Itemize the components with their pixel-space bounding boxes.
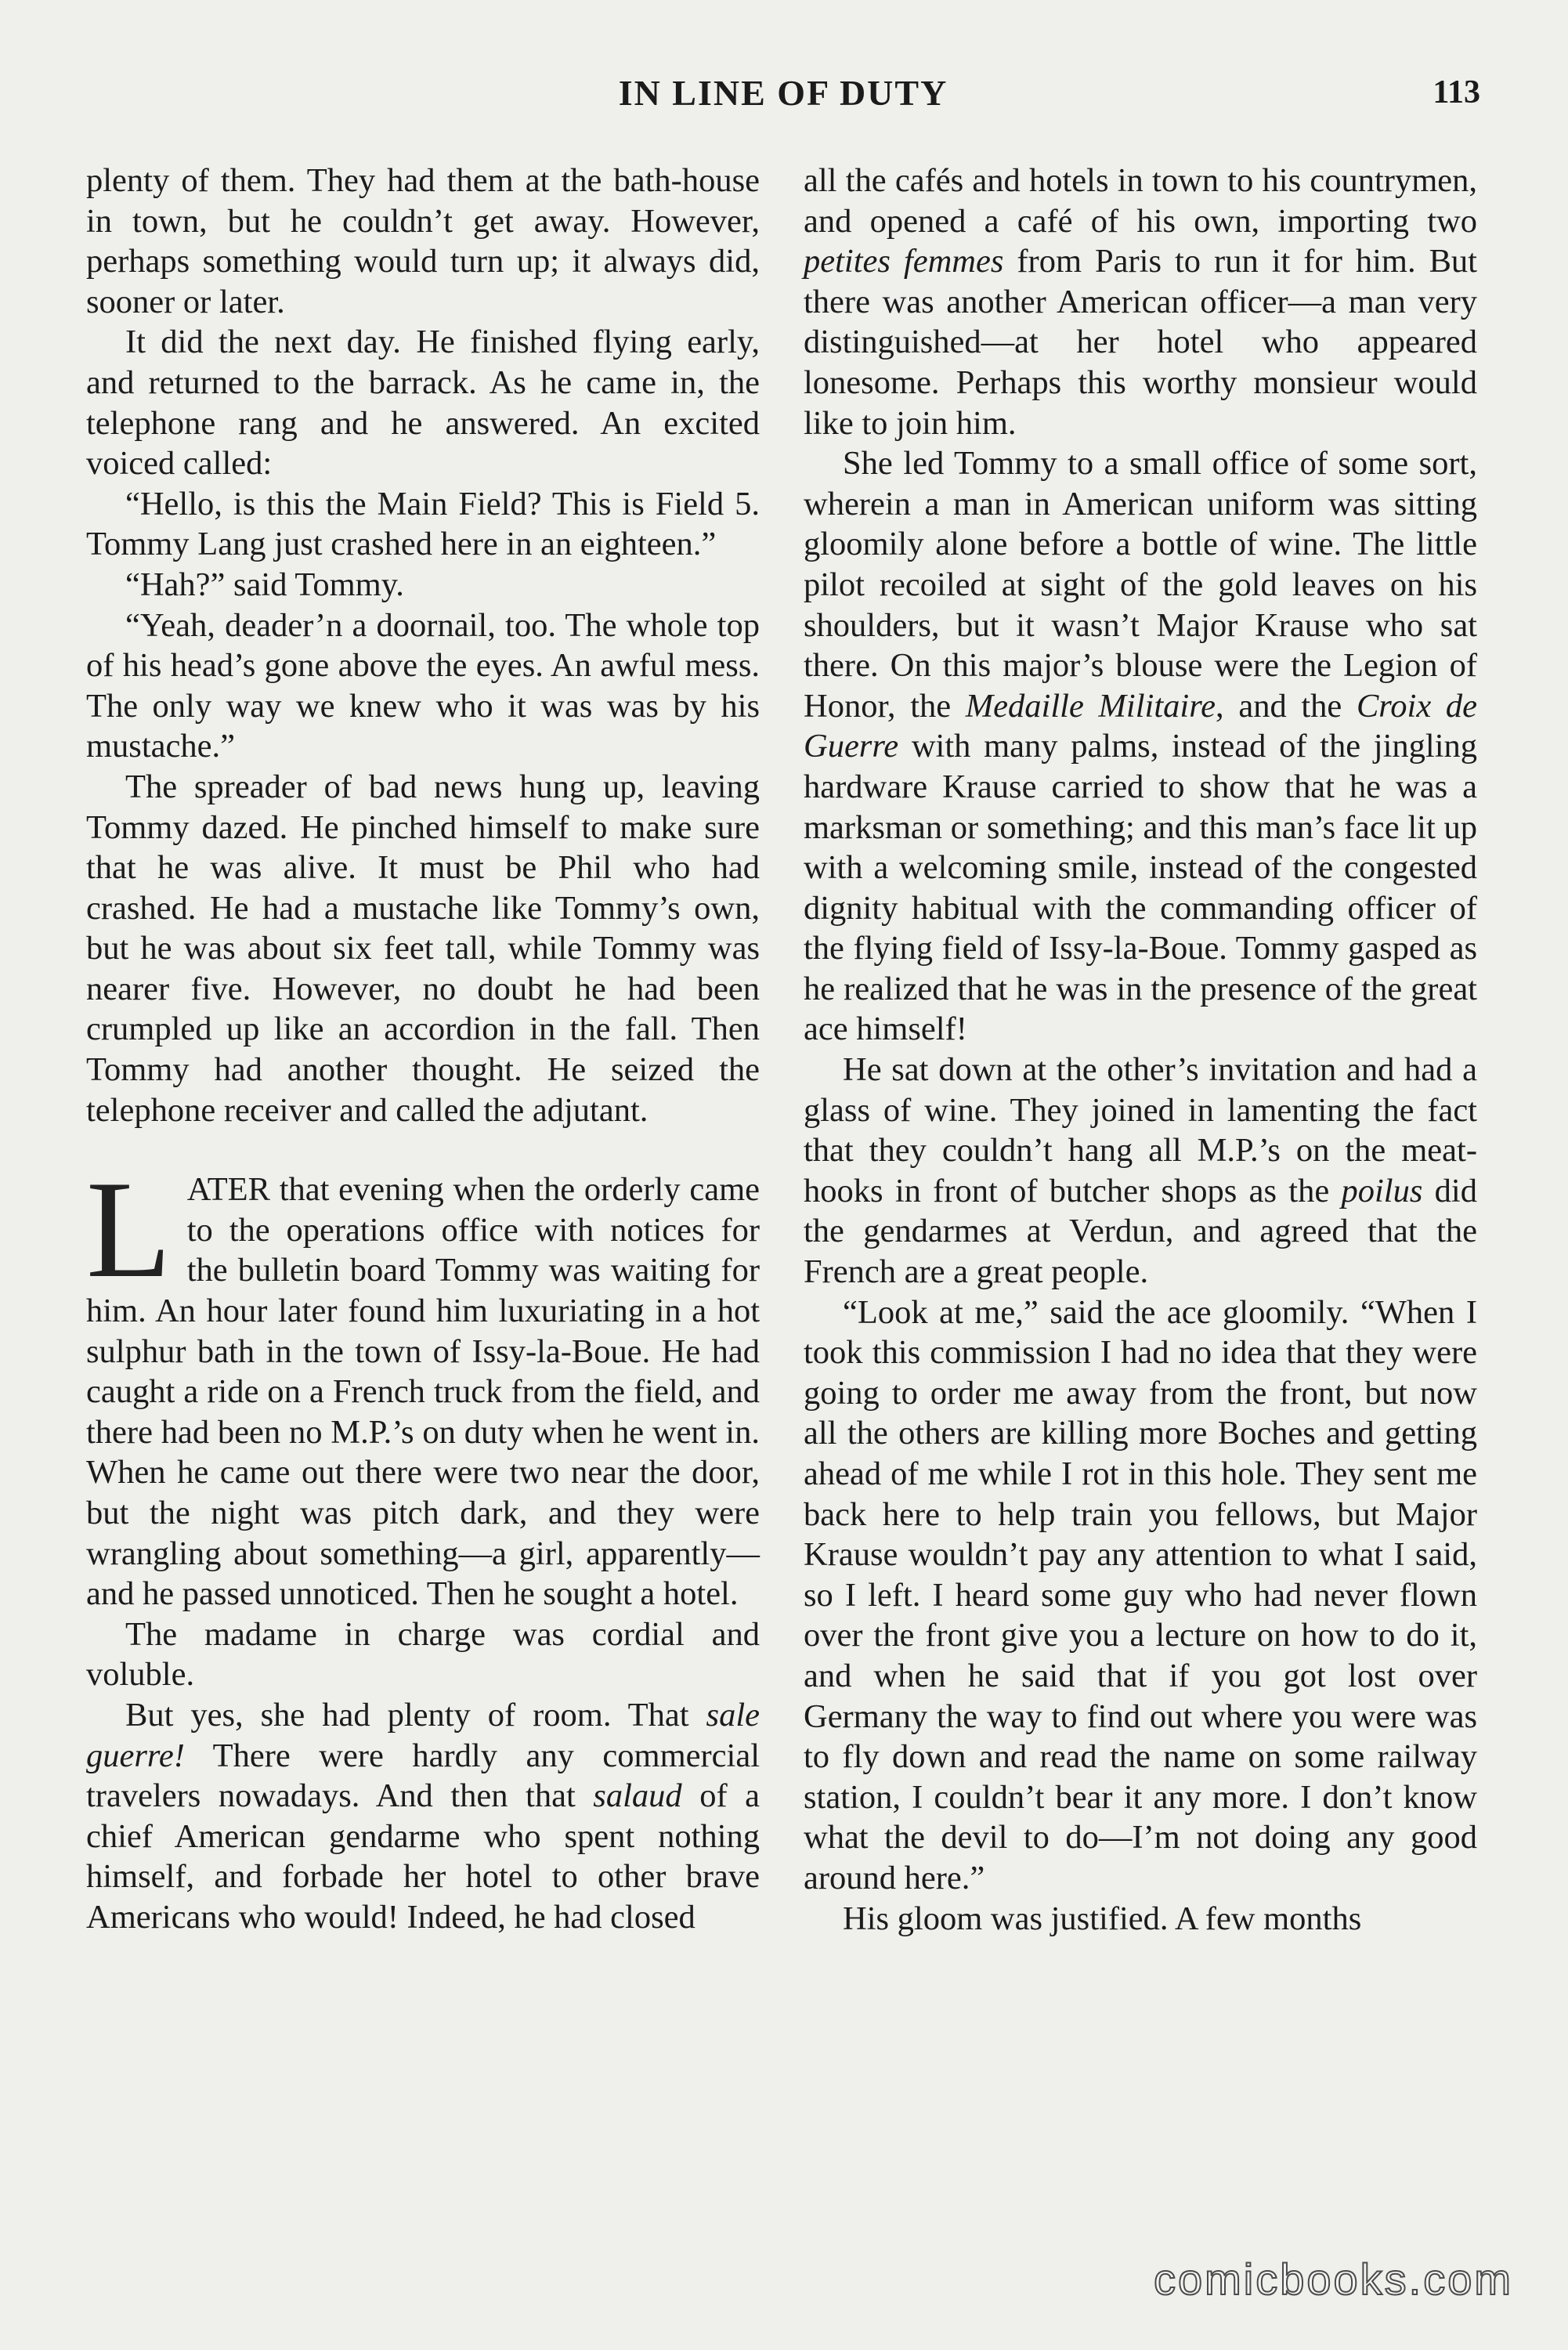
paragraph: It did the next day. He finished flying early, and returned to the barrack. As he came in, the telephone rang and he answered. An excited voiced called:	[86, 324, 760, 483]
paragraph: His gloom was justified. A few months	[843, 1900, 1362, 1937]
italic-text: poilus	[1341, 1172, 1423, 1209]
text-run: with many palms, instead of the jingling hardware Krause carried to show that he was a marksman or something; and this man’s face lit up with a welcoming smile, instead of the congested dignity habitual with the commanding officer of the flying field of Issy-la-Boue. Tommy gasped as he realized that he was in the presence of the great ace himself!	[804, 728, 1477, 1048]
text-run: She led Tommy to a small office of some sort, wherein a man in American uniform was sitting gloomily alone before a bottle of wine. The little pilot recoiled at sight of the gold leaves on his shoulders, but it wasn’t Major Krause who sat there. On this major’s blouse were the Legion of Honor, the	[804, 445, 1477, 725]
paragraph: “Yeah, deader’n a doornail, too. The whole top of his head’s gone above the eyes. An awful mess. The only way we knew who it was was by his mustache.”	[86, 606, 760, 765]
paragraph	[804, 443, 1477, 1050]
italic-text: sale guerre!	[86, 1696, 760, 1774]
right-column	[804, 161, 1477, 1939]
text-run: He sat down at the other’s invitation and had a glass of wine. They joined in lamenting the fact that they couldn’t hang all M.P.’s on the meat-hooks in front of butcher shops as the	[804, 1051, 1477, 1209]
section-paragraph	[86, 1152, 760, 1614]
paragraph	[86, 1695, 760, 1938]
paragraph: The madame in charge was cordial and voluble.	[86, 1615, 760, 1694]
watermark: comicbooks.com	[1153, 2254, 1513, 2304]
paragraph: “Look at me,” said the ace gloomily. “When I took this commission I had no idea that they were going to order me away from the front, but now all the others are killing more Boches and getting ahead of me while I rot in this hole. They sent me back here to help train you fellows, but Major Krause wouldn’t pay any attention to what I said, so I left. I heard some guy who had never flown over the front give you a lecture on how to do it, and when he said that if you got lost over Germany the way to find out where you were was to fly down and read the name on some railway station, I couldn’t bear it any more. I don’t know what the devil to do—I’m not doing any good around here.”	[804, 1293, 1477, 1896]
paragraph-text: ATER that evening when the orderly came to the operations office with notices for the bulletin board Tommy was waiting for him. An hour later found him luxuriating in a hot sulphur bath in the town of Issy-la-Boue. He had caught a ride on a French truck from the field, and there had been no M.P.’s on duty when he went in. When he came out there were two near the door, but the night was pitch dark, and they were wrangling about something—a girl, apparently—and he passed unnoticed. Then he sought a hotel.	[86, 1171, 760, 1613]
left-column	[86, 161, 760, 1938]
text-run: of a chief American gendarme who spent nothing himself, and forbade her hotel to other brave Americans who would! Indeed, he had closed	[86, 1777, 760, 1936]
text-run: did the gendarmes at Verdun, and agreed that the French are a great people.	[804, 1172, 1477, 1291]
text-run: all the cafés and hotels in town to his countrymen, and opened a café of his own, importing two	[804, 162, 1477, 240]
paragraph: “Hello, is this the Main Field? This is Field 5. Tommy Lang just crashed here in an eighteen.”	[86, 485, 760, 563]
italic-text: petites femmes	[804, 243, 1004, 280]
running-title: IN LINE OF DUTY	[618, 73, 948, 113]
text-run: from Paris to run it for him. But there was another American officer—a man very distinguished—at her hotel who appeared lonesome. Perhaps this worthy monsieur would like to join him.	[804, 243, 1477, 442]
italic-text: Medaille Militaire	[965, 687, 1216, 725]
text-run: But yes, she had plenty of room. That	[125, 1696, 706, 1734]
paragraph: “Hah?” said Tommy.	[125, 566, 404, 603]
text-run: , and the	[1216, 687, 1357, 725]
paragraph: The spreader of bad news hung up, leaving Tommy dazed. He pinched himself to make sure that he was alive. It must be Phil who had crashed. He had a mustache like Tommy’s own, but he was about six feet tall, while Tommy was nearer five. However, no doubt he had been crumpled up like an accordion in the fall. Then Tommy had another thought. He seized the telephone receiver and called the adjutant.	[86, 768, 760, 1129]
text-run: There were hardly any commercial travelers nowadays. And then that	[86, 1737, 760, 1815]
paragraph	[804, 161, 1477, 443]
italic-text: Croix de Guerre	[804, 687, 1477, 765]
italic-text: salaud	[593, 1777, 682, 1815]
paragraph	[804, 1050, 1477, 1292]
paragraph: plenty of them. They had them at the bath-house in town, but he couldn’t get away. However, perhaps something would turn up; it always did, sooner or later.	[86, 162, 760, 320]
page-number: 113	[1433, 74, 1480, 110]
page-header	[86, 72, 1480, 119]
drop-cap: L	[86, 1152, 172, 1307]
